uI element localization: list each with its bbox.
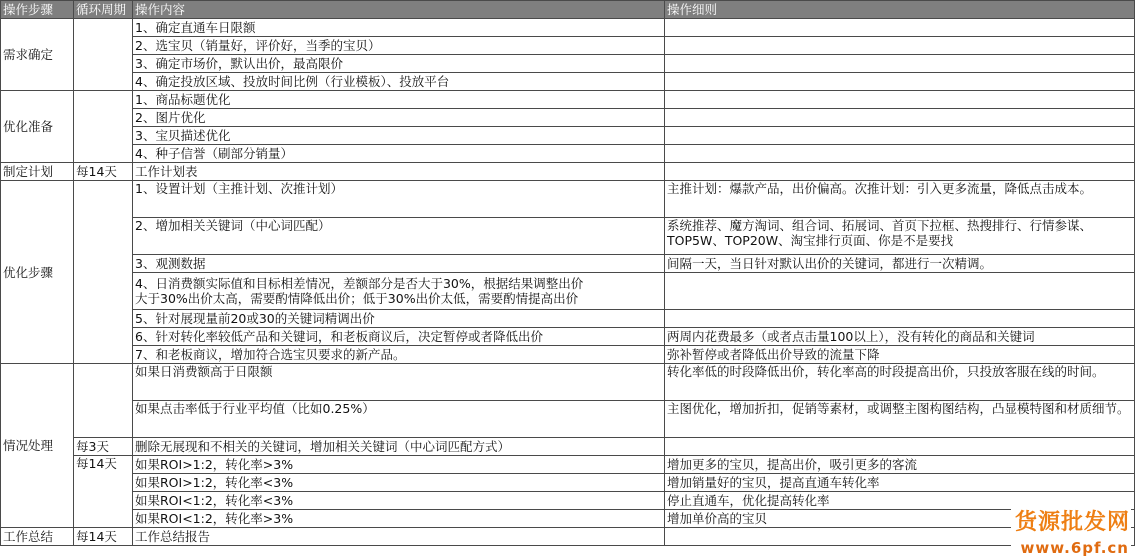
detail-cell <box>665 37 1135 55</box>
table-row <box>1 310 1135 328</box>
detail-cell <box>665 528 1135 546</box>
content-cell: 如果ROI>1:2，转化率>3% <box>133 456 665 474</box>
content-cell: 1、商品标题优化 <box>133 91 665 109</box>
detail-cell: 主推计划：爆款产品，出价偏高。次推计划：引入更多流量，降低点击成本。 <box>665 181 1135 218</box>
table-row <box>1 492 1135 510</box>
content-cell: 4、种子信誉（刷部分销量） <box>133 145 665 163</box>
table-row <box>1 401 1135 438</box>
step-cell-summary: 工作总结 <box>1 528 74 546</box>
table-row <box>1 37 1135 55</box>
content-cell: 3、宝贝描述优化 <box>133 127 665 145</box>
content-cell: 工作总结报告 <box>133 528 665 546</box>
header-cycle: 循环周期 <box>74 1 133 19</box>
detail-cell <box>665 273 1135 310</box>
table-row <box>1 218 1135 255</box>
cycle-cell: 每14天 <box>74 456 133 528</box>
content-cell: 5、针对展现量前20或30的关键词精调出价 <box>133 310 665 328</box>
watermark-text: 货源批发网 <box>1015 509 1131 535</box>
table-row <box>1 19 1135 37</box>
detail-cell: 停止直通车，优化提高转化率 <box>665 492 1135 510</box>
content-cell: 如果ROI<1:2，转化率<3% <box>133 492 665 510</box>
content-cell: 6、针对转化率较低产品和关键词，和老板商议后，决定暂停或者降低出价 <box>133 328 665 346</box>
detail-cell: 弥补暂停或者降低出价导致的流量下降 <box>665 346 1135 364</box>
cycle-cell <box>74 364 133 438</box>
header-step: 操作步骤 <box>1 1 74 19</box>
cycle-cell: 每3天 <box>74 438 133 456</box>
detail-cell <box>665 127 1135 145</box>
content-cell: 如果日消费额高于日限额 <box>133 364 665 401</box>
table-row <box>1 91 1135 109</box>
content-cell: 如果点击率低于行业平均值（比如0.25%） <box>133 401 665 438</box>
content-cell: 3、观测数据 <box>133 255 665 273</box>
detail-cell <box>665 145 1135 163</box>
content-cell: 如果ROI<1:2，转化率>3% <box>133 510 665 528</box>
detail-cell: 间隔一天，当日针对默认出价的关键词，都进行一次精调。 <box>665 255 1135 273</box>
detail-cell: 主图优化，增加折扣，促销等素材，或调整主图构图结构，凸显模特图和材质细节。 <box>665 401 1135 438</box>
content-cell: 2、选宝贝（销量好，评价好，当季的宝贝） <box>133 37 665 55</box>
watermark-url: www.6pf.cn <box>1020 539 1129 557</box>
detail-cell <box>665 55 1135 73</box>
detail-cell <box>665 73 1135 91</box>
content-cell: 2、增加相关关键词（中心词匹配） <box>133 218 665 255</box>
table-row <box>1 474 1135 492</box>
detail-cell <box>665 19 1135 37</box>
content-cell: 4、确定投放区域、投放时间比例（行业模板）、投放平台 <box>133 73 665 91</box>
table-row <box>1 73 1135 91</box>
table-row <box>1 127 1135 145</box>
table-row <box>1 346 1135 364</box>
step-cell-prep: 优化准备 <box>1 91 74 163</box>
detail-cell: 增加销量好的宝贝，提高直通车转化率 <box>665 474 1135 492</box>
content-cell: 删除无展现和不相关的关键词，增加相关关键词（中心词匹配方式） <box>133 438 665 456</box>
content-line: 大于30%出价太高，需要酌情降低出价；低于30%出价太低，需要酌情提高出价 <box>135 291 579 306</box>
cycle-cell <box>74 181 133 364</box>
detail-cell: 增加更多的宝贝，提高出价，吸引更多的客流 <box>665 456 1135 474</box>
table-row <box>1 456 1135 474</box>
header-content: 操作内容 <box>133 1 665 19</box>
detail-cell <box>665 91 1135 109</box>
table-row <box>1 181 1135 218</box>
step-cell-plan: 制定计划 <box>1 163 74 181</box>
content-cell: 如果ROI>1:2，转化率<3% <box>133 474 665 492</box>
table-row <box>1 510 1135 528</box>
table-row <box>1 163 1135 181</box>
table-row <box>1 255 1135 273</box>
detail-cell <box>665 163 1135 181</box>
header-row <box>1 1 1135 19</box>
step-cell-demand: 需求确定 <box>1 19 74 91</box>
table-row <box>1 328 1135 346</box>
detail-cell <box>665 310 1135 328</box>
detail-cell <box>665 438 1135 456</box>
detail-cell: 系统推荐、魔方淘词、组合词、拓展词、首页下拉框、热搜排行、行情参谋、TOP5W、TOP20W、淘宝排行页面、你是不是要找 <box>665 218 1135 255</box>
cycle-cell <box>74 19 133 91</box>
content-cell: 2、图片优化 <box>133 109 665 127</box>
step-cell-situation: 情况处理 <box>1 364 74 528</box>
cycle-cell <box>74 91 133 163</box>
table-row <box>1 438 1135 456</box>
detail-cell: 两周内花费最多（或者点击量100以上），没有转化的商品和关键词 <box>665 328 1135 346</box>
table-row <box>1 364 1135 401</box>
table-row <box>1 145 1135 163</box>
header-detail: 操作细则 <box>665 1 1135 19</box>
cycle-cell: 每14天 <box>74 528 133 546</box>
content-cell: 工作计划表 <box>133 163 665 181</box>
content-cell: 1、设置计划（主推计划、次推计划） <box>133 181 665 218</box>
table-row <box>1 109 1135 127</box>
content-cell: 7、和老板商议，增加符合选宝贝要求的新产品。 <box>133 346 665 364</box>
content-cell: 1、确定直通车日限额 <box>133 19 665 37</box>
table-row <box>1 55 1135 73</box>
table-row <box>1 528 1135 546</box>
content-line: 4、日消费额实际值和目标相差情况，差额部分是否大于30%，根据结果调整出价 <box>135 276 584 291</box>
step-cell-optimize: 优化步骤 <box>1 181 74 364</box>
cycle-cell: 每14天 <box>74 163 133 181</box>
content-cell-multiline <box>133 273 665 310</box>
detail-cell: 增加单价高的宝贝 <box>665 510 1135 528</box>
content-cell: 3、确定市场价，默认出价，最高限价 <box>133 55 665 73</box>
table-row <box>1 273 1135 310</box>
detail-cell <box>665 109 1135 127</box>
detail-cell: 转化率低的时段降低出价，转化率高的时段提高出价，只投放客服在线的时间。 <box>665 364 1135 401</box>
